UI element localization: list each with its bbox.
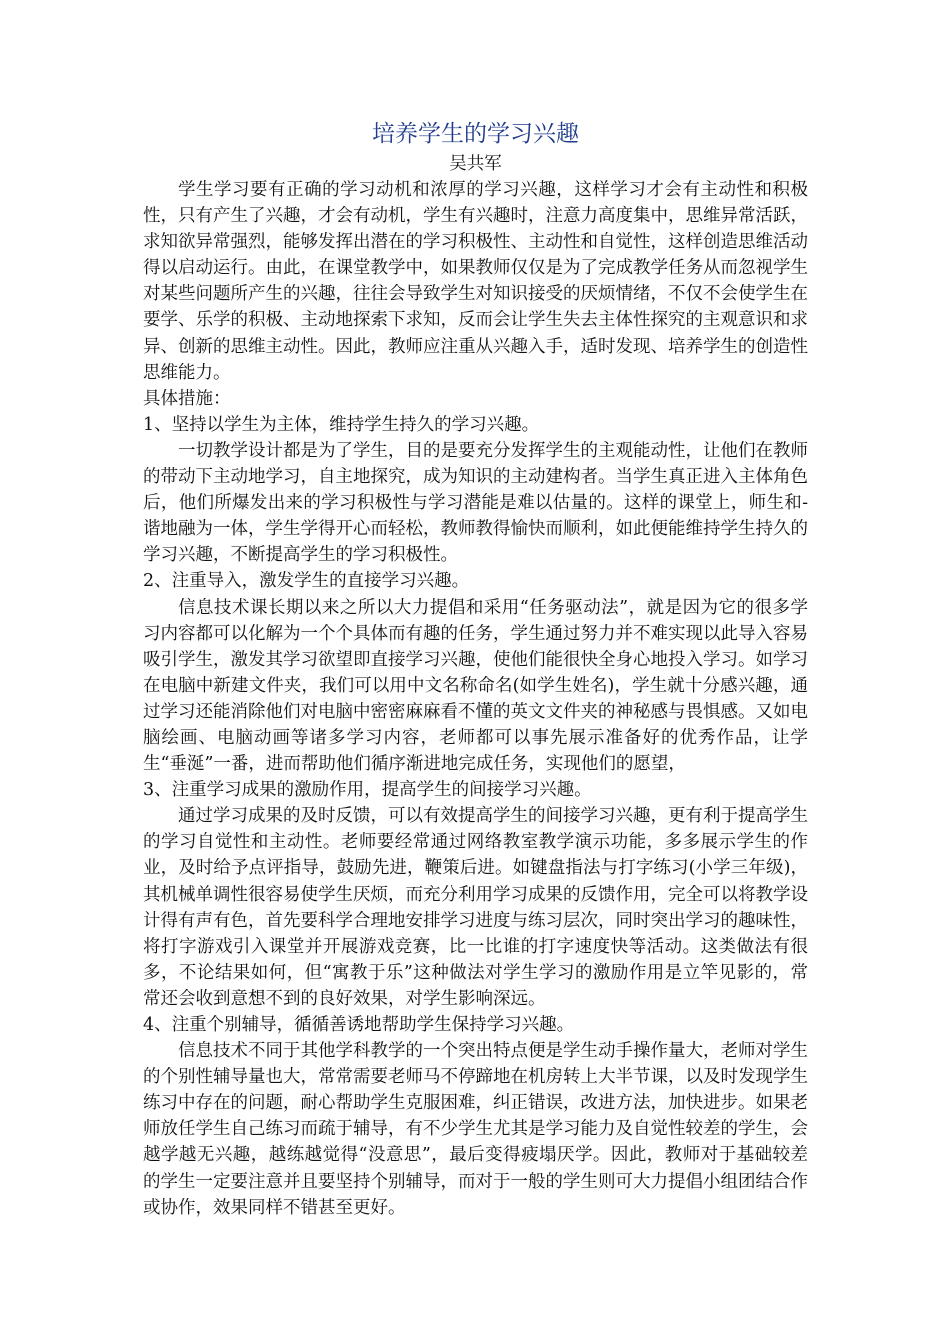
section-heading-1: 1、坚持以学生为主体，维持学生持久的学习兴趣。 (143, 414, 540, 435)
section-body-1: 一切教学设计都是为了学生，目的是要充分发挥学生的主观能动性，让他们在教师的带动下主动地学习，自主地探究，成为知识的主动建构者。当学生真正进入主体角色后，他们所爆发出来的学习积极性与学习潜能是难以估量的。这样的课堂上，师生和-谐地融为一体，学生学得开心而轻松，教师教得愉快而顺利，如此便能维持学生持久的学习兴趣，不断提高学生的学习积极性。 (143, 440, 808, 566)
section-body-4: 信息技术不同于其他学科教学的一个突出特点便是学生动手操作量大，老师对学生的个别性辅导量也大，常常需要老师马不停蹄地在机房转上大半节课，以及时发现学生练习中存在的问题，耐心帮助学生克服困难，纠正错误，改进方法，加快进步。如果老师放任学生自己练习而疏于辅导，有不少学生尤其是学习能力及自觉性较差的学生，会越学越无兴趣，越练越觉得“没意思”，最后变得疲塌厌学。因此，教师对于基础较差的学生一定要注意并且要坚持个别辅导，而对于一般的学生则可大力提倡小组团结合作或协作，效果同样不错甚至更好。 (143, 1041, 808, 1218)
section-body-2: 信息技术课长期以来之所以大力提倡和采用“任务驱动法”，就是因为它的很多学习内容都可以化解为一个个具体而有趣的任务，学生通过努力并不难实现以此导入容易吸引学生，激发其学习欲望即直接学习兴趣，使他们能很快全身心地投入学习。如学习在电脑中新建文件夹，我们可以用中文名称命名(如学生姓名)，学生就十分感兴趣，通过学习还能消除他们对电脑中密密麻麻看不懂的英文文件夹的神秘感与畏惧感。又如电脑绘画、电脑动画等诸多学习内容，老师都可以事先展示准备好的优秀作品，让学生“垂涎”一番，进而帮助他们循序渐进地完成任务，实现他们的愿望， (143, 597, 808, 775)
document-author: 吴共军 (449, 154, 502, 174)
measures-label: 具体措施： (143, 388, 231, 409)
section-body-3: 通过学习成果的及时反馈，可以有效提高学生的间接学习兴趣，更有利于提高学生的学习自觉性和主动性。老师要经常通过网络教室教学演示功能，多多展示学生的作业，及时给予点评指导，鼓励先进，鞭策后进。如键盘指法与打字练习(小学三年级)，其机械单调性很容易使学生厌烦，而充分利用学习成果的反馈作用，完全可以将教学设计得有声有色，首先要科学合理地安排学习进度与练习层次，同时突出学习的趣味性，将打字游戏引入课堂并开展游戏竞赛，比一比谁的打字速度快等活动。这类做法有很多，不论结果如何，但“寓教于乐”这种做法对学生学习的激励作用是立竿见影的，常常还会收到意想不到的良好效果，对学生影响深远。 (143, 806, 808, 1009)
intro-paragraph: 学生学习要有正确的学习动机和浓厚的学习兴趣，这样学习才会有主动性和积极性，只有产生了兴趣，才会有动机，学生有兴趣时，注意力高度集中，思维异常活跃，求知欲异常强烈，能够发挥出潜在的学习积极性、主动性和自觉性，这样创造思维活动得以启动运行。由此，在课堂教学中，如果教师仅仅是为了完成教学任务从而忽视学生对某些问题所产生的兴趣，往往会导致学生对知识接受的厌烦情绪，不仅不会使学生在要学、乐学的积极、主动地探索下求知，反而会让学生失去主体性探究的主观意识和求异、创新的思维主动性。因此，教师应注重从兴趣入手，适时发现、培养学生的创造性思维能力。 (143, 180, 808, 383)
document-title: 培养学生的学习兴趣 (372, 121, 579, 147)
section-heading-2: 2、注重导入，激发学生的直接学习兴趣。 (143, 571, 470, 592)
section-heading-3: 3、注重学习成果的激励作用，提高学生的间接学习兴趣。 (143, 780, 592, 801)
section-heading-4: 4、注重个别辅导，循循善诱地帮助学生保持学习兴趣。 (143, 1015, 575, 1035)
document-body (143, 118, 808, 1221)
